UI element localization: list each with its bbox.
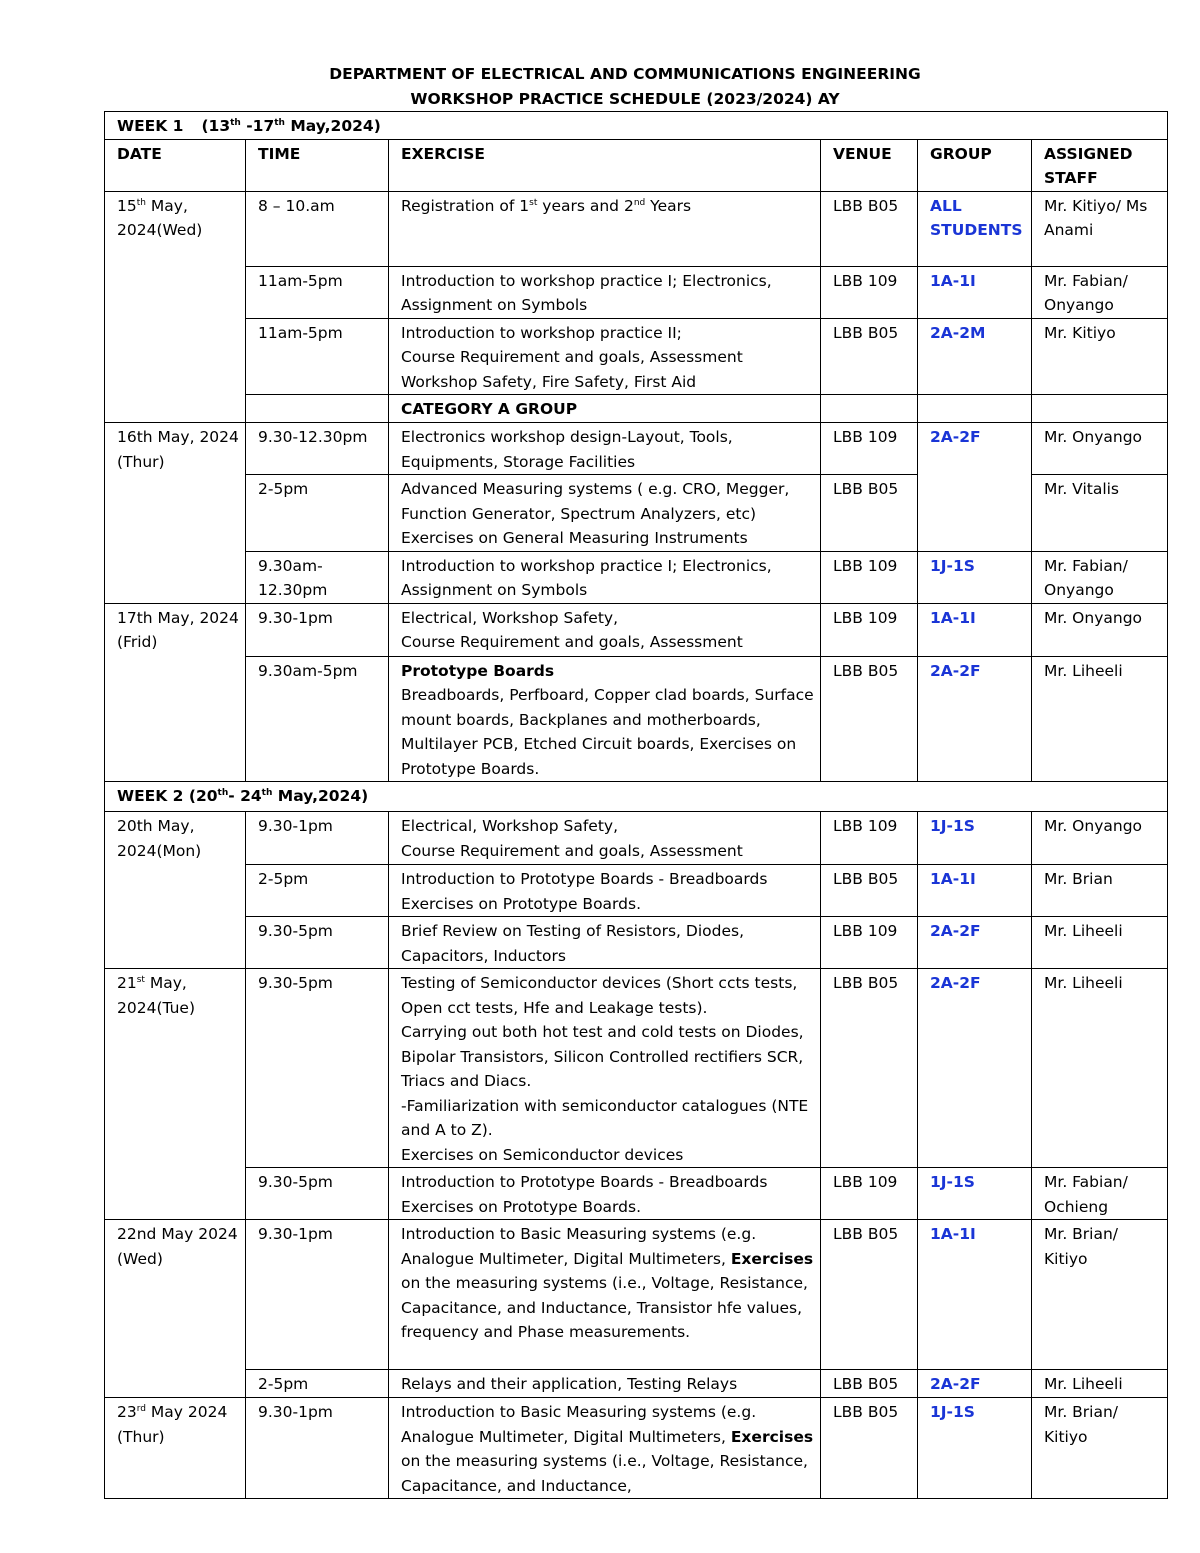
col-header-venue: VENUE [821,139,918,191]
exercise-text: Introduction to Basic Measuring systems (e.g. Analogue Multimeter, Digital Multimeters, [401,1403,757,1446]
venue-cell: LBB B05 [821,191,918,266]
group-cell: 2A-2F [918,423,1032,552]
time-cell: 9.30-5pm [246,969,389,1168]
table-row [105,656,1168,782]
group-cell: 2A-2M [918,318,1032,395]
group-cell: ALL STUDENTS [918,191,1032,266]
time-cell: 9.30am-12.30pm [246,551,389,603]
exercise-cell: Introduction to workshop practice I; Electronics, Assignment on Symbols [389,551,821,603]
schedule-table [104,111,1168,1499]
exercise-cell: Brief Review on Testing of Resistors, Diodes, Capacitors, Inductors [389,917,821,969]
week-range: - 24 [228,787,262,805]
ordinal: th [274,117,285,128]
group-cell: 2A-2F [918,656,1032,782]
week-range: (13 [201,117,231,135]
venue-cell: LBB B05 [821,969,918,1168]
ordinal: rd [136,1403,146,1414]
date-text: May, 2024(Wed) [117,196,203,239]
venue-cell: LBB B05 [821,1220,918,1370]
staff-cell: Mr. Liheeli [1032,969,1168,1168]
date-cell: 22nd May 2024 (Wed) [105,1220,246,1398]
group-cell: 2A-2F [918,969,1032,1168]
date-cell: 20th May, 2024(Mon) [105,812,246,969]
group-cell: 2A-2F [918,1370,1032,1398]
date-cell [105,191,246,423]
table-row [105,917,1168,969]
exercise-line: Introduction to workshop practice II; [401,323,682,342]
ordinal: st [136,974,145,985]
staff-cell: Mr. Liheeli [1032,917,1168,969]
exercise-line: -Familiarization with semiconductor catalogues (NTE and A to Z). [401,1096,809,1139]
time-cell: 11am-5pm [246,318,389,395]
staff-cell: Mr. Liheeli [1032,1370,1168,1398]
exercise-text: Registration of 1 [401,196,530,215]
exercise-cell [389,1168,821,1220]
time-cell: 11am-5pm [246,266,389,318]
venue-cell: LBB 109 [821,917,918,969]
group-cell: 1J-1S [918,812,1032,865]
table-row [105,1370,1168,1398]
venue-cell: LBB 109 [821,551,918,603]
table-row [105,812,1168,865]
exercise-cell [389,812,821,865]
venue-cell: LBB B05 [821,865,918,917]
date-cell: 17th May, 2024 (Frid) [105,603,246,782]
exercise-line: Breadboards, Perfboard, Copper clad boards, Surface mount boards, Backplanes and motherboards, Multilayer PCB, Etched Circuit boards, Exercises on Prototype Boards. [401,686,814,778]
exercise-line: Course Requirement and goals, Assessment [401,841,743,860]
empty-cell [246,395,389,423]
time-cell: 9.30-1pm [246,812,389,865]
exercise-cell [389,865,821,917]
empty-cell [918,395,1032,423]
ordinal: th [217,787,229,798]
exercise-cell [389,191,821,266]
venue-cell: LBB B05 [821,656,918,782]
exercise-cell [389,656,821,782]
table-row [105,1168,1168,1220]
exercise-cell [389,1220,821,1370]
time-cell: 9.30-5pm [246,1168,389,1220]
exercise-cell [389,969,821,1168]
table-row [105,1220,1168,1370]
col-header-staff: ASSIGNED STAFF [1032,139,1168,191]
time-cell: 9.30-5pm [246,917,389,969]
table-row [105,1398,1168,1499]
staff-cell: Mr. Kitiyo/ Ms Anami [1032,191,1168,266]
venue-cell: LBB B05 [821,1370,918,1398]
staff-cell: Mr. Brian/ Kitiyo [1032,1398,1168,1499]
exercise-text: on the measuring systems (i.e., Voltage, Resistance, Capacitance, and Inductance, Transistor hfe values, frequency and Phase measurements. [401,1274,808,1341]
week-1-header [105,112,1168,140]
exercise-emphasis: Exercises [730,1427,814,1446]
staff-cell: Mr. Onyango [1032,423,1168,475]
exercise-line: Exercises on Semiconductor devices [401,1145,684,1164]
group-cell: 1A-1I [918,865,1032,917]
week-range: -17 [240,117,275,135]
ordinal: nd [633,197,646,208]
table-row [105,423,1168,475]
table-row [105,865,1168,917]
group-cell: 1A-1I [918,603,1032,656]
date-text: 21 [117,974,137,992]
group-cell: 1J-1S [918,551,1032,603]
exercise-line: Exercises on Prototype Boards. [401,894,641,913]
group-cell: 2A-2F [918,917,1032,969]
week-label: WEEK 1 [117,117,184,135]
week-range: May,2024) [284,117,381,135]
column-header-row [105,139,1168,191]
staff-cell: Mr. Onyango [1032,812,1168,865]
ordinal: th [261,787,273,798]
empty-cell [1032,395,1168,423]
exercise-cell [389,475,821,552]
exercise-line: Electrical, Workshop Safety, [401,817,618,835]
ordinal: st [529,197,538,208]
venue-cell: LBB 109 [821,423,918,475]
exercise-line: Exercises on General Measuring Instruments [401,529,748,547]
exercise-cell: Introduction to workshop practice I; Electronics, Assignment on Symbols [389,266,821,318]
table-row [105,191,1168,266]
col-header-group: GROUP [918,139,1032,191]
date-text: 15 [117,196,137,215]
table-row [105,603,1168,656]
exercise-line: Carrying out both hot test and cold tests on Diodes, Bipolar Transistors, Silicon Controlled rectifiers SCR, Triacs and Diacs. [401,1023,804,1090]
exercise-line: Introduction to Prototype Boards - Breadboards [401,870,768,888]
time-cell: 9.30-12.30pm [246,423,389,475]
week-header-row [105,782,1168,812]
exercise-text: years and 2 [537,196,634,215]
exercise-text: Years [645,196,692,215]
group-cell: 1J-1S [918,1168,1032,1220]
staff-cell: Mr. Kitiyo [1032,318,1168,395]
week-label: WEEK 2 [117,787,184,805]
exercise-line: Workshop Safety, Fire Safety, First Aid [401,372,697,391]
group-cell: 1J-1S [918,1398,1032,1499]
exercise-line: Testing of Semiconductor devices (Short ccts tests, Open cct tests, Hfe and Leakage tests). [401,974,798,1017]
category-row [105,395,1168,423]
venue-cell: LBB 109 [821,1168,918,1220]
venue-cell: LBB 109 [821,266,918,318]
date-cell: 16th May, 2024 (Thur) [105,423,246,604]
venue-cell: LBB 109 [821,603,918,656]
exercise-line: Advanced Measuring systems ( e.g. CRO, Megger, Function Generator, Spectrum Analyzers, etc) [401,480,790,523]
staff-cell: Mr. Fabian/ Onyango [1032,266,1168,318]
week-range: (20 [188,787,218,805]
date-text: 23 [117,1403,137,1421]
venue-cell: LBB 109 [821,812,918,865]
staff-cell: Mr. Brian [1032,865,1168,917]
table-row [105,969,1168,1168]
staff-cell: Mr. Fabian/ Ochieng [1032,1168,1168,1220]
time-cell: 9.30-1pm [246,1398,389,1499]
exercise-emphasis: Exercises [730,1249,814,1268]
group-cell: 1A-1I [918,1220,1032,1370]
staff-cell: Mr. Brian/ Kitiyo [1032,1220,1168,1370]
venue-cell: LBB B05 [821,475,918,552]
exercise-text: Introduction to Basic Measuring systems (e.g. Analogue Multimeter, Digital Multimeters, [401,1225,757,1268]
week-header-row [105,112,1168,140]
exercise-text: on the measuring systems (i.e., Voltage, Resistance, Capacitance, and Inductance, [401,1452,808,1495]
venue-cell: LBB B05 [821,1398,918,1499]
date-cell [105,969,246,1220]
time-cell: 9.30am-5pm [246,656,389,782]
exercise-title: Prototype Boards [401,661,555,680]
document-subtitle: WORKSHOP PRACTICE SCHEDULE (2023/2024) AY [410,90,840,108]
exercise-cell [389,1398,821,1499]
venue-cell: LBB B05 [821,318,918,395]
time-cell: 2-5pm [246,475,389,552]
staff-cell: Mr. Fabian/ Onyango [1032,551,1168,603]
staff-cell: Mr. Vitalis [1032,475,1168,552]
exercise-line: Course Requirement and goals, Assessment [401,633,743,651]
time-cell: 2-5pm [246,1370,389,1398]
exercise-cell [389,318,821,395]
empty-cell [821,395,918,423]
col-header-date: DATE [105,139,246,191]
time-cell: 2-5pm [246,865,389,917]
week-2-header [105,782,1168,812]
exercise-cell [389,603,821,656]
col-header-time: TIME [246,139,389,191]
exercise-line: Course Requirement and goals, Assessment [401,348,743,366]
time-cell: 9.30-1pm [246,1220,389,1370]
staff-cell: Mr. Onyango [1032,603,1168,656]
exercise-line: Electrical, Workshop Safety, [401,608,618,627]
category-label: CATEGORY A GROUP [389,395,821,423]
time-cell: 9.30-1pm [246,603,389,656]
table-row [105,551,1168,603]
date-text: May, 2024(Tue) [117,974,196,1017]
date-text: May 2024 (Thur) [117,1403,228,1446]
ordinal: th [230,117,241,128]
exercise-line: Exercises on Prototype Boards. [401,1197,641,1216]
table-row [105,318,1168,395]
document-title: DEPARTMENT OF ELECTRICAL AND COMMUNICATIONS ENGINEERING [329,65,921,83]
exercise-cell: Electronics workshop design-Layout, Tools, Equipments, Storage Facilities [389,423,821,475]
time-cell: 8 – 10.am [246,191,389,266]
group-cell: 1A-1I [918,266,1032,318]
exercise-line: Introduction to Prototype Boards - Breadboards [401,1173,768,1191]
table-row [105,266,1168,318]
col-header-exercise: EXERCISE [389,139,821,191]
staff-cell: Mr. Liheeli [1032,656,1168,782]
date-cell [105,1398,246,1499]
exercise-cell: Relays and their application, Testing Relays [389,1370,821,1398]
ordinal: th [136,197,146,208]
week-range: May,2024) [272,787,369,805]
